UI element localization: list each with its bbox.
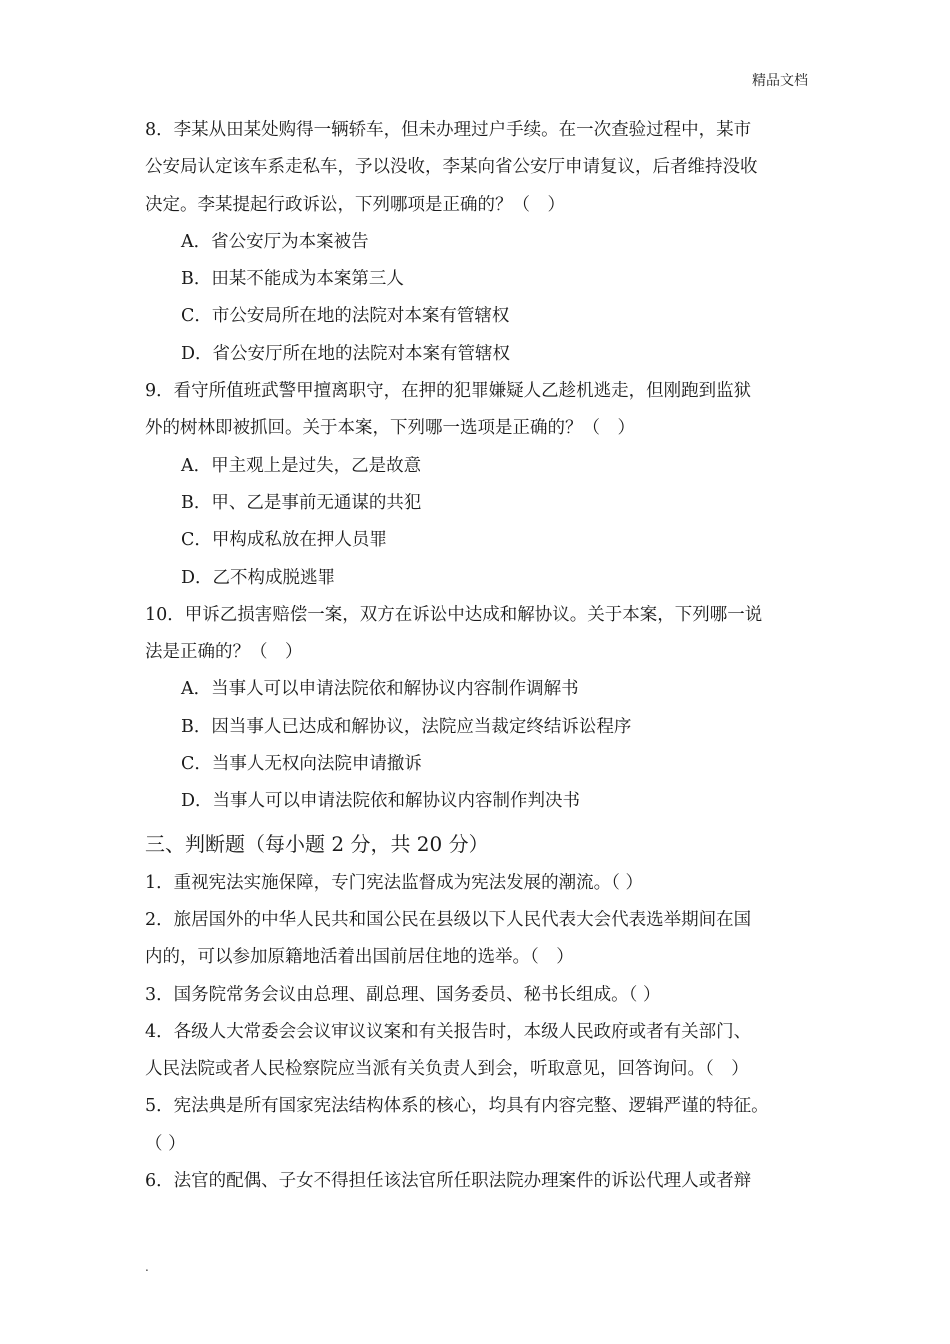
option-d: D．乙不构成脱逃罪 (181, 567, 336, 588)
tf-item-1 (145, 865, 810, 902)
question-stem-line: 法是正确的？（ ） (145, 642, 303, 663)
tf-line: 人民法院或者人民检察院应当派有关负责人到会，听取意见，回答询问。（ ） (145, 1059, 749, 1080)
question-stem-line: 8．李某从田某处购得一辆轿车，但未办理过户手续。在一次查验过程中，某市 (145, 120, 752, 140)
tf-line: 1．重视宪法实施保障，专门宪法监督成为宪法发展的潮流。（ ） (145, 872, 643, 893)
question-stem-line: 9．看守所值班武警甲擅离职守，在押的犯罪嫌疑人乙趁机逃走，但刚跑到监狱 (145, 381, 752, 402)
question-stem-line: 公安局认定该车系走私车，予以没收，李某向省公安厅申请复议，后者维持没收 (145, 157, 758, 178)
option-c: C．市公安局所在地的法院对本案有管辖权 (181, 306, 510, 327)
option-d: D．当事人可以申请法院依和解协议内容制作判决书 (181, 791, 581, 812)
question-9 (145, 373, 810, 597)
option-d: D．省公安厅所在地的法院对本案有管辖权 (181, 343, 511, 364)
option-a: A．甲主观上是过失，乙是故意 (181, 455, 422, 476)
tf-item-5 (145, 1088, 810, 1163)
tf-line: 4．各级人大常委会会议审议议案和有关报告时，本级人民政府或者有关部门、 (145, 1021, 752, 1042)
tf-line: 6．法官的配偶、子女不得担任该法官所任职法院办理案件的诉讼代理人或者辩 (145, 1171, 752, 1192)
option-c: C．甲构成私放在押人员罪 (181, 530, 387, 551)
section-title-true-false: 三、判断题（每小题 2 分，共 20 分） (145, 831, 489, 856)
tf-item-4 (145, 1014, 810, 1089)
tf-item-2 (145, 902, 810, 977)
document-body (145, 112, 810, 1200)
option-b: B．田某不能成为本案第三人 (181, 269, 404, 290)
question-stem-line: 10．甲诉乙损害赔偿一案，双方在诉讼中达成和解协议。关于本案，下列哪一说 (145, 604, 763, 625)
tf-item-3 (145, 977, 810, 1014)
tf-line: 3．国务院常务会议由总理、副总理、国务委员、秘书长组成。（ ） (145, 984, 661, 1005)
tf-line: 5．宪法典是所有国家宪法结构体系的核心，均具有内容完整、逻辑严谨的特征。 (145, 1096, 769, 1117)
tf-line: 内的，可以参加原籍地活着出国前居住地的选举。（ ） (145, 947, 574, 968)
question-8 (145, 112, 810, 373)
option-a: A．当事人可以申请法院依和解协议内容制作调解书 (181, 679, 579, 700)
footer-mark: . (145, 1260, 149, 1274)
option-b: B．甲、乙是事前无通谋的共犯 (181, 492, 422, 513)
question-10 (145, 597, 810, 821)
tf-item-6 (145, 1163, 810, 1200)
question-stem-line: 决定。李某提起行政诉讼，下列哪项是正确的？（ ） (145, 194, 565, 215)
option-b: B．因当事人已达成和解协议，法院应当裁定终结诉讼程序 (181, 716, 632, 737)
tf-line: （ ） (145, 1133, 186, 1154)
option-a: A．省公安厅为本案被告 (181, 231, 369, 252)
tf-line: 2．旅居国外的中华人民共和国公民在县级以下人民代表大会代表选举期间在国 (145, 909, 752, 930)
page-header-label: 精品文档 (752, 73, 808, 89)
question-stem-line: 外的树林即被抓回。关于本案，下列哪一选项是正确的？（ ） (145, 418, 635, 439)
option-c: C．当事人无权向法院申请撤诉 (181, 754, 422, 775)
